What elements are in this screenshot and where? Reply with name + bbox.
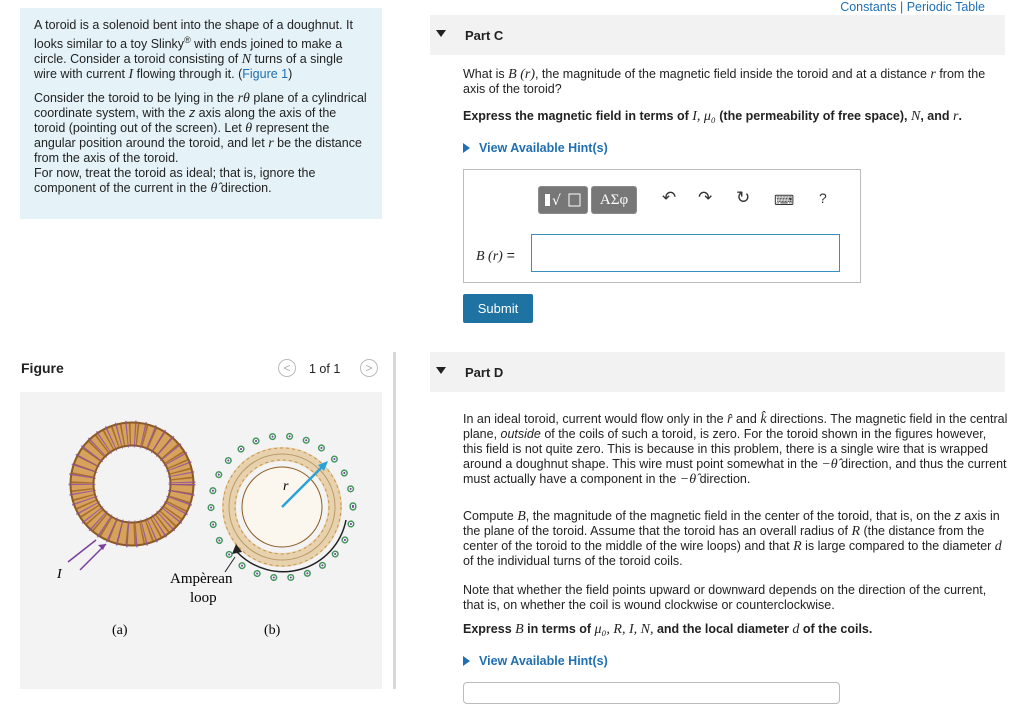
expand-icon <box>463 143 470 153</box>
figure-counter: 1 of 1 <box>309 362 341 376</box>
collapse-icon[interactable] <box>436 367 446 374</box>
svg-text:√: √ <box>552 193 561 209</box>
part-c-hint-link[interactable]: View Available Hint(s) <box>463 141 608 155</box>
templates-button[interactable] <box>538 186 588 214</box>
problem-statement <box>20 8 382 219</box>
figure-header <box>20 352 382 388</box>
problem-coordinates: Consider the toroid to be lying in the rθ plane of a cylindrical coordinate system, with the z axis along the axis of the toroid (pointing out of the screen). Let θ represent the angular position around the toroid, and let r be the distance from the axis of the toroid. For now, treat the toroid as ideal; that is, ignore the component of the current in the θ̂ direction. <box>34 91 367 197</box>
part-d-answer-editor <box>463 682 840 704</box>
templates-icon <box>539 187 587 213</box>
keyboard-icon[interactable]: ⌨ <box>774 192 795 208</box>
toroid-figure <box>20 392 382 689</box>
figure-next-button[interactable]: > <box>360 359 378 377</box>
periodic-table-link[interactable]: Periodic Table <box>906 0 985 14</box>
part-d-task: Compute B, the magnitude of the magnetic field in the center of the toroid, that is, on the z axis in the plane of the toroid. Assume that the toroid has an overall radius of R (the distance from the center of the toroid to the middle of the wire loops) and that R is large compared to the diameter d of the individual turns of the toroid coils. <box>463 509 1002 568</box>
part-d-instructions: Express B in terms of μ₀, R, I, N, and the local diameter d of the coils. <box>463 622 873 637</box>
part-d-intro: In an ideal toroid, current would flow only in the r̂ and k̂ directions. The magnetic field in the central plane, outside of the coils of such a toroid, is zero. For the toroid shown in the figures however, this field is not quite zero. This is because in this problem, there is a single wire that is wrapped around a doughnut shape. This wire must point somewhat in the −θ̂ direction, and thus the current must actually have a component in the −θ̂ direction. <box>463 412 1008 487</box>
part-c-instructions: Express the magnetic field in terms of I, μ₀ (the permeability of free space), N, and r. <box>463 109 962 124</box>
submit-button[interactable]: Submit <box>463 294 533 323</box>
column-divider <box>393 352 396 689</box>
reset-icon[interactable]: ↻ <box>736 188 751 207</box>
part-d-header[interactable] <box>430 352 1005 392</box>
part-c-question: What is B (r), the magnitude of the magnetic field inside the toroid and at a distance r from the axis of the toroid? <box>463 67 986 96</box>
part-c-header[interactable] <box>430 15 1005 55</box>
expand-icon <box>463 656 470 666</box>
undo-icon[interactable]: ↶ <box>662 188 677 207</box>
current-label: I <box>57 567 62 582</box>
answer-input[interactable] <box>531 234 840 272</box>
part-d-label: Part D <box>465 365 504 380</box>
greek-symbols-button[interactable]: ΑΣφ <box>591 186 637 214</box>
amperean-label-1: Ampèrean <box>170 571 233 587</box>
toroid-figure-svg <box>20 392 382 689</box>
toroid-a <box>68 434 182 570</box>
top-links: Constants | Periodic Table <box>840 0 985 14</box>
figure-title: Figure <box>21 360 64 376</box>
part-c-label: Part C <box>465 28 504 43</box>
figure-1-link[interactable]: Figure 1 <box>242 67 289 82</box>
collapse-icon[interactable] <box>436 30 446 37</box>
figure-prev-button[interactable]: < <box>278 359 296 377</box>
answer-label: B (r) = <box>476 247 515 264</box>
part-d-hint-link[interactable]: View Available Hint(s) <box>463 654 608 668</box>
answer-editor <box>463 169 861 283</box>
redo-icon[interactable]: ↷ <box>698 188 713 207</box>
problem-intro: A toroid is a solenoid bent into the shape of a doughnut. It looks similar to a toy Slinky® with ends joined to make a circle. Consider a toroid consisting of N turns of a single wire with current I flowing through it. (Figure 1) <box>34 18 353 83</box>
caption-b: (b) <box>264 623 281 638</box>
toroid-b <box>211 436 353 578</box>
help-button[interactable]: ? <box>819 190 827 206</box>
constants-link[interactable]: Constants <box>840 0 897 14</box>
radius-label: r <box>283 479 289 494</box>
amperean-label-2: loop <box>190 590 217 606</box>
caption-a: (a) <box>112 623 128 638</box>
part-d-note: Note that whether the field points upward or downward depends on the direction of the current, that is, on whether the coil is wound clockwise or counterclockwise. <box>463 583 987 612</box>
